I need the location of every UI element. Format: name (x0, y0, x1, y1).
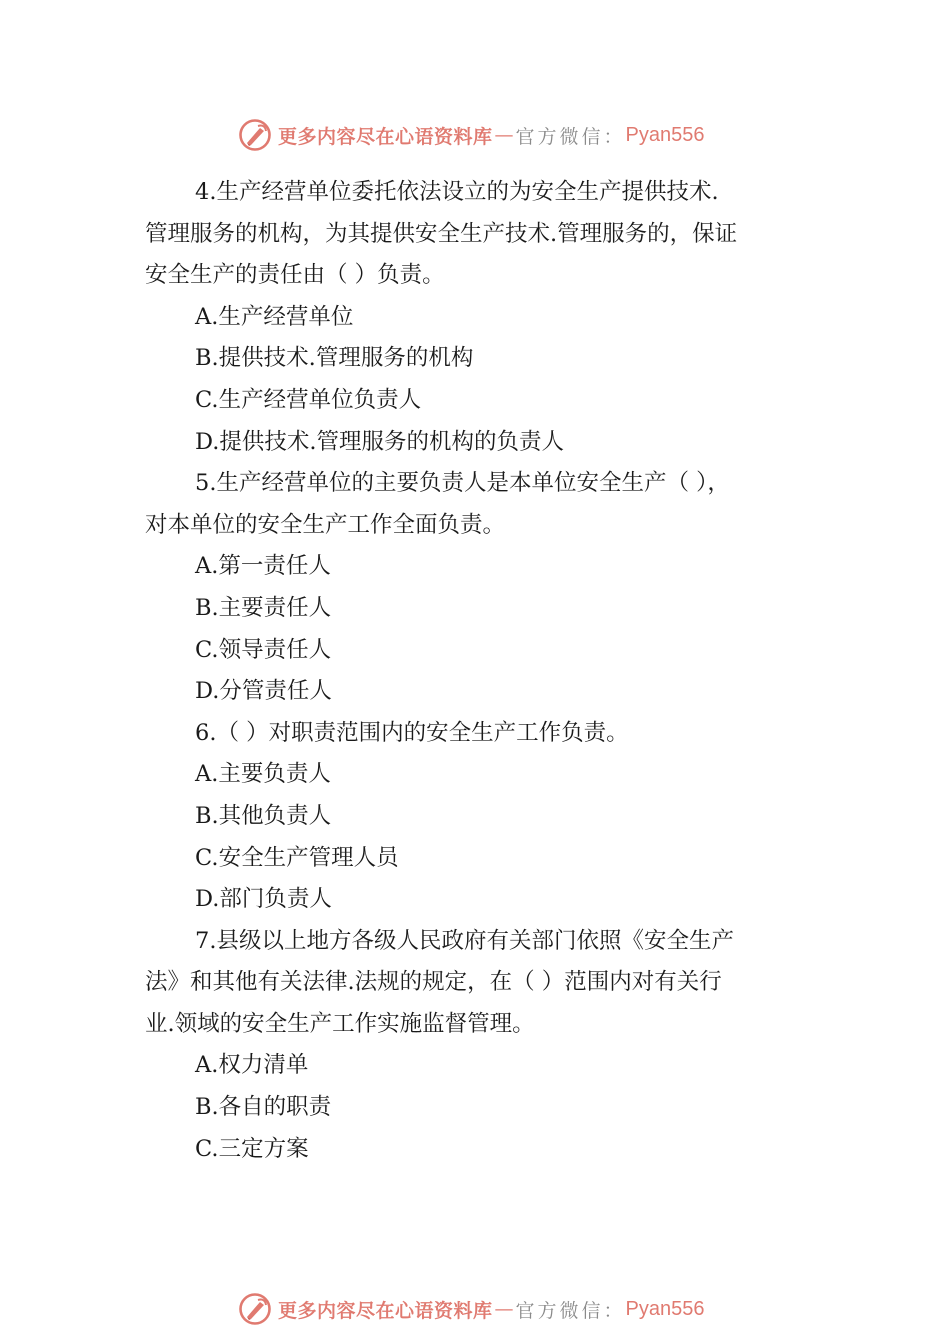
text-line: D.部门负责人 (195, 886, 332, 913)
text-line: 6.（ ）对职责范围内的安全生产工作负责。 (195, 719, 629, 746)
text-line: 法》和其他有关法律.法规的规定，在（ ）范围内对有关行 (145, 969, 722, 996)
banner-wechat-id: Pyan556 (625, 1297, 705, 1320)
text-line: B.提供技术.管理服务的机构 (195, 345, 474, 372)
text-line: 安全生产的责任由（ ）负责。 (145, 262, 445, 289)
text-line: 5.生产经营单位的主要负责人是本单位安全生产（ ）， (195, 470, 730, 497)
text-line: C.安全生产管理人员 (195, 844, 399, 871)
banner-dash: — (494, 1298, 514, 1320)
text-line: A.生产经营单位 (195, 303, 354, 330)
banner-title: 更多内容尽在心语资料库 (278, 125, 493, 148)
text-line: 业.领域的安全生产工作实施监督管理。 (145, 1010, 535, 1037)
text-line: B.其他负责人 (195, 802, 332, 829)
text-line: 7.县级以上地方各级人民政府有关部门依照《安全生产 (195, 927, 734, 954)
text-line: C.领导责任人 (195, 636, 332, 663)
footer-banner (238, 1289, 705, 1329)
header-banner (238, 115, 705, 155)
text-line: A.权力清单 (195, 1052, 309, 1079)
text-line: C.三定方案 (195, 1135, 309, 1162)
banner-title: 更多内容尽在心语资料库 (278, 1299, 493, 1322)
document-body (145, 172, 810, 1170)
text-line: C.生产经营单位负责人 (195, 386, 422, 413)
banner-wechat-id: Pyan556 (625, 123, 705, 146)
banner-dash: — (494, 124, 514, 146)
text-line: 对本单位的安全生产工作全面负责。 (145, 511, 506, 538)
text-line: D.提供技术.管理服务的机构的负责人 (195, 428, 565, 455)
text-line: B.各自的职责 (195, 1094, 332, 1121)
text-line: 管理服务的机构，为其提供安全生产技术.管理服务的，保证 (145, 220, 738, 247)
text-line: A.第一责任人 (195, 553, 331, 580)
pen-logo-icon (238, 118, 272, 152)
banner-wechat-label: 官方微信： (515, 125, 626, 148)
text-line: A.主要负责人 (195, 761, 331, 788)
banner-wechat-label: 官方微信： (515, 1299, 626, 1322)
text-line: 4.生产经营单位委托依法设立的为安全生产提供技术. (195, 179, 719, 205)
pen-logo-icon (238, 1292, 272, 1326)
text-line: D.分管责任人 (195, 678, 332, 705)
text-line: B.主要责任人 (195, 594, 332, 621)
